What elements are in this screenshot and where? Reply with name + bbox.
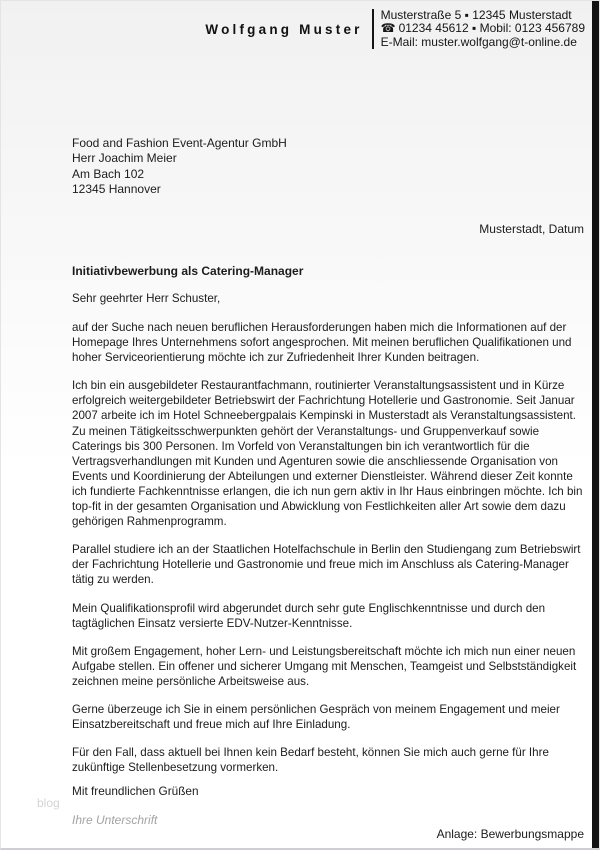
- sender-address-line: Musterstraße 5 ▪ 12345 Musterstadt: [380, 8, 572, 22]
- paragraph: Für den Fall, dass aktuell bei Ihnen kein Bedarf besteht, können Sie mich auch gerne für Ihre zukünftige Stellenbesetzung vormerken.: [72, 746, 549, 775]
- page-edge-strip: [592, 1, 599, 848]
- letter-body: [72, 320, 589, 788]
- paragraph: Mein Qualifikationsprofil wird abgerundet durch sehr gute Englischkenntnisse und durch den tagtäglichen Einsatz versierte EDV-Nutzer-Kenntnisse.: [72, 601, 546, 630]
- paragraph: auf der Suche nach neuen beruflichen Herausforderungen haben mich die Informationen auf der Homepage Ihres Unternehmens sofort angesprochen. Mit meinen beruflichen Qualifikationen und hoher Serviceorientierung möchte ich zur Zufriedenheit Ihrer Kunden beitragen.: [72, 321, 572, 365]
- recipient-contact-person: Herr Joachim Meier: [72, 151, 177, 166]
- phone-icon: ☎: [380, 21, 396, 36]
- paragraph: Ich bin ein ausgebildeter Restaurantfachmann, routinierter Veranstaltungsassistent und in Kürze erfolgreich weitergebildeter Betriebswirt der Fachrichtung Hotellerie und Gastronomie. Seit Januar 2007 arbeite ich im Hotel Schneebergpalais Kempinski in Musterstadt als Veranstaltungsassistent. Zu meinen Tätigkeitsschwerpunkten gehört der Veranstaltungs- und Gruppenverkauf sowie Caterings bis 300 Personen. Im Vorfeld von Veranstaltungen bin ich verantwortlich für die Vertragsverhandlungen mit Kunden und Agenturen sowie die anschliessende Organisation von Events und Koordinierung der Abteilungen und externer Dienstleister. Während dieser Zeit konnte ich fundierte Fachkenntnisse erlangen, die ich nun gern aktiv in Ihr Haus einbringen möchte. Ich bin top-fit in der gesamten Organisation und Abwicklung von Festlichkeiten aller Art sowie dem dazu gehörigen Rahmenprogramm.: [72, 379, 583, 529]
- salutation: Sehr geehrter Herr Schuster,: [72, 292, 221, 305]
- sender-contact-block: [374, 9, 585, 49]
- recipient-city: 12345 Hannover: [72, 182, 161, 197]
- recipient-street: Am Bach 102: [72, 166, 145, 181]
- recipient-address: [72, 136, 287, 198]
- letterhead: [1, 9, 585, 49]
- paragraph: Mit großem Engagement, hoher Lern- und Leistungsbereitschaft möchte ich mich nun einer neuen Aufgabe stellen. Ein offener und sicherer Umgang mit Menschen, Teamgeist und Selbstständigkeit zeichnen meine persönliche Arbeitsweise aus.: [72, 644, 577, 688]
- subject-line: Initiativbewerbung als Catering-Manager: [72, 264, 304, 278]
- sender-name: Wolfgang Muster: [205, 21, 363, 37]
- closing-phrase: Mit freundlichen Grüßen: [72, 784, 199, 798]
- sender-email-line: E-Mail: muster.wolfgang@t-online.de: [380, 34, 577, 49]
- signature-placeholder: Ihre Unterschrift: [72, 813, 158, 827]
- sender-phone-text: 01234 45612 ▪ Mobil: 0123 456789: [398, 21, 585, 36]
- enclosure-note: Anlage: Bewerbungsmappe: [436, 827, 584, 841]
- paragraph: Gerne überzeuge ich Sie in einem persönlichen Gespräch von meinem Engagement und meier Einsatzbereitschaft und freue mich auf Ihre Einladung.: [72, 702, 560, 732]
- watermark-text: blog: [37, 796, 60, 810]
- paragraph: Parallel studiere ich an der Staatlichen Hotelfachschule in Berlin den Studiengang zum Betriebswirt der Fachrichtung Hotellerie und Gastronomie und freue mich im Anschluss als Catering-Manager tätig zu werden.: [72, 543, 581, 587]
- sender-phone-line: [381, 22, 585, 35]
- recipient-company: Food and Fashion Event-Agentur GmbH: [72, 136, 287, 150]
- date-line: Musterstadt, Datum: [479, 222, 584, 236]
